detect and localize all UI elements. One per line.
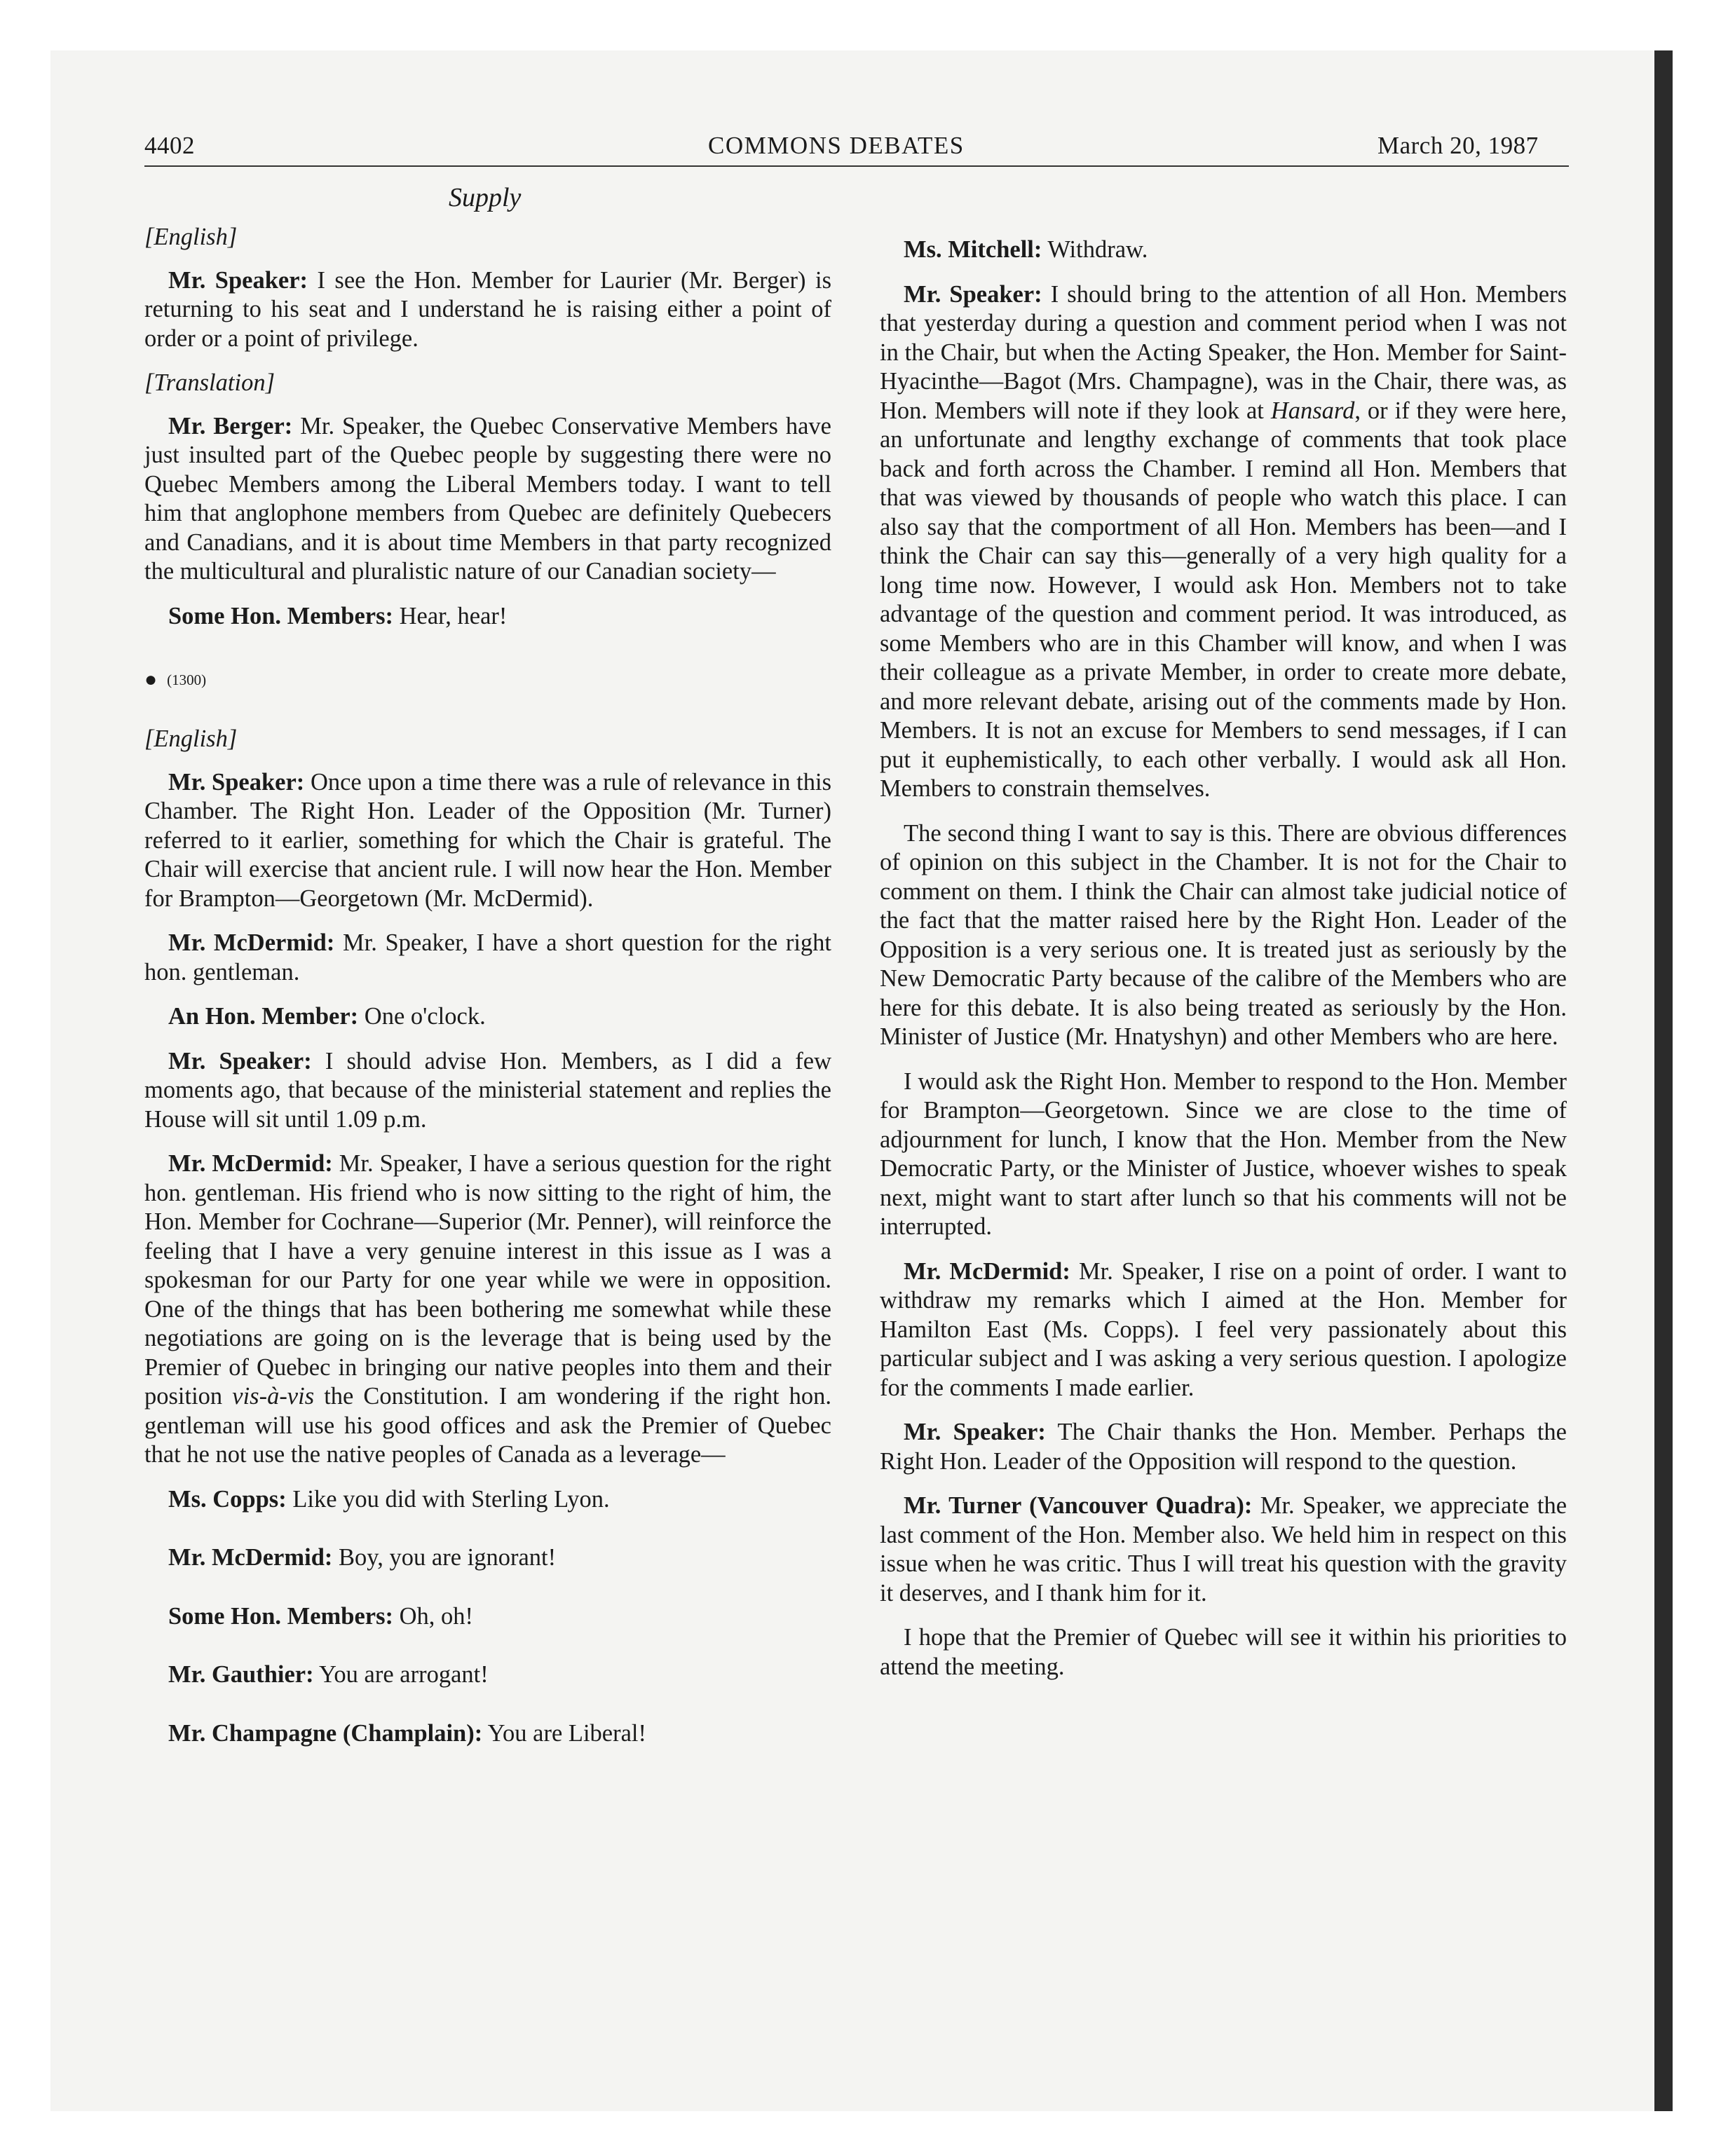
speech-italic: vis-à-vis	[232, 1383, 315, 1410]
speech-text: Withdraw.	[1042, 236, 1148, 263]
time-label: (1300)	[167, 671, 207, 688]
speaker-name: Mr. Gauthier:	[168, 1661, 314, 1688]
speech-paragraph	[144, 768, 831, 914]
section-title: Supply	[449, 183, 522, 212]
speech-italic: Hansard	[1270, 397, 1355, 424]
speaker-name: Mr. Turner (Vancouver Quadra):	[904, 1492, 1253, 1519]
speaker-name: Some Hon. Members:	[168, 1602, 393, 1630]
speech-paragraph	[880, 1418, 1567, 1476]
speech-text: One o'clock.	[358, 1003, 486, 1030]
speaker-name: Mr. McDermid:	[168, 929, 335, 956]
speech-text: the Constitution. I am wondering if the right hon. gentleman will use his good offices and ask the Premier of Quebec that he not use the native peoples of Canada as a leverage—	[144, 1383, 831, 1468]
speech-text: Boy, you are ignorant!	[332, 1544, 557, 1571]
speech-text: You are Liberal!	[482, 1719, 646, 1747]
time-marker	[144, 668, 831, 691]
speaker-name: Mr. McDermid:	[168, 1544, 333, 1571]
speech-text: I see the Hon. Member for Laurier (Mr. Berger) is returning to his seat and I understand he is raising either a point of order or a point of privilege.	[144, 266, 831, 352]
left-column	[144, 223, 831, 1763]
speaker-name: Mr. McDermid:	[904, 1257, 1070, 1285]
speech-text: I should advise Hon. Members, as I did a few moments ago, that because of the ministerial statement and replies the House will sit until 1.09 p.m.	[144, 1047, 831, 1133]
speech-paragraph	[880, 819, 1567, 1052]
speaker-name: Mr. Speaker:	[168, 1047, 312, 1074]
speech-text: The second thing I want to say is this. There are obvious differences of opinion on this subject in the Chamber. It is not for the Chair to comment on them. I think the Chair can almost take judicial notice of the fact that the matter raised here by the Right Hon. Leader of the Opposition is a very serious one. It is treated just as seriously by the New Democratic Party because of the calibre of the Members who are here for this debate. It is also being treated as seriously by the Hon. Minister of Justice (Mr. Hnatyshyn) and other Members who are here.	[880, 819, 1567, 1050]
language-marker: [English]	[144, 725, 238, 752]
speech-text: Hear, hear!	[393, 602, 508, 629]
speaker-name: Mr. McDermid:	[168, 1150, 333, 1177]
speaker-name: Mr. Speaker:	[904, 280, 1042, 308]
speech-paragraph	[144, 1002, 831, 1032]
speech-paragraph	[880, 236, 1567, 265]
speech-paragraph	[880, 1257, 1567, 1403]
speaker-name: Mr. Speaker:	[168, 768, 305, 796]
running-title: COMMONS DEBATES	[708, 132, 965, 159]
speech-text: I should bring to the attention of all Hon. Members that yesterday during a question and comment period when I was not in the Chair, but when the Acting Speaker, the Hon. Member for Saint-Hyacinthe—Bagot (Mrs. Champagne), was in the Chair, there was, as Hon. Members will note if they look at	[880, 280, 1567, 424]
speech-text: Mr. Speaker, I rise on a point of order. I want to withdraw my remarks which I aimed at the Hon. Member for Hamilton East (Ms. Copps). I feel very passionately about this particular subject and I was asking a very serious question. I apologize for the comments I made earlier.	[880, 1257, 1567, 1401]
speech-paragraph	[880, 1067, 1567, 1242]
speech-text: I would ask the Right Hon. Member to respond to the Hon. Member for Brampton—Georgetown. Since we are close to the time of adjournment for lunch, I know that the Hon. Member from the New Democratic Party, or the Minister of Justice, whoever wishes to speak next, might want to start after lunch so that his comments will not be interrupted.	[880, 1067, 1567, 1240]
speaker-name: Mr. Berger:	[168, 412, 293, 439]
speaker-name: Ms. Mitchell:	[904, 236, 1042, 263]
speech-paragraph	[880, 1623, 1567, 1681]
time-bullet-icon: ●	[144, 668, 158, 691]
scan-edge-shadow	[1654, 50, 1673, 2111]
speech-text: Like you did with Sterling Lyon.	[286, 1485, 610, 1513]
speaker-name: Mr. Speaker:	[168, 266, 308, 294]
language-marker: [Translation]	[144, 369, 275, 396]
page-number: 4402	[144, 132, 195, 159]
speech-paragraph	[880, 280, 1567, 804]
speaker-name: Mr. Speaker:	[904, 1419, 1046, 1445]
speech-paragraph	[144, 929, 831, 987]
speech-paragraph	[880, 1492, 1567, 1608]
speech-paragraph	[144, 602, 831, 632]
speech-text: Once upon a time there was a rule of relevance in this Chamber. The Right Hon. Leader of the Opposition (Mr. Turner) referred to it earlier, something for which the Chair is grateful. The Chair will exercise that ancient rule. I will now hear the Hon. Member for Brampton—Georgetown (Mr. McDermid).	[144, 768, 831, 912]
speech-paragraph	[144, 266, 831, 354]
speech-paragraph	[144, 1660, 831, 1690]
speech-text: Oh, oh!	[393, 1602, 474, 1630]
speech-paragraph	[144, 1047, 831, 1135]
speech-paragraph	[144, 1719, 831, 1749]
speaker-name: An Hon. Member:	[168, 1003, 359, 1030]
speech-text: Mr. Speaker, I have a serious question for the right hon. gentleman. His friend who is now sitting to the right of him, the Hon. Member for Cochrane—Superior (Mr. Penner), will reinforce the feeling that I have a very genuine interest in this issue as I was a spokesman for our Party for one year while we were in opposition. One of the things that has been bothering me somewhat while these negotiations are going on is the leverage that is being used by the Premier of Quebec in bringing our native peoples into them and their position	[144, 1150, 832, 1410]
speech-paragraph	[144, 1485, 831, 1515]
right-column	[880, 223, 1567, 1697]
speech-paragraph	[144, 1543, 831, 1573]
speech-text: You are arrogant!	[313, 1661, 489, 1688]
speech-text: Mr. Speaker, the Quebec Conservative Members have just insulted part of the Quebec people by suggesting there were no Quebec Members among the Liberal Members today. I want to tell him that anglophone members from Quebec are definitely Quebecers and Canadians, and it is about time Members in that party recognized the multicultural and pluralistic nature of our Canadian society—	[144, 412, 831, 585]
speech-paragraph	[144, 412, 831, 587]
speech-text: , or if they were here, an unfortunate and lengthy exchange of comments that took place back and forth across the Chamber. I remind all Hon. Members that that was viewed by thousands of people who watch this place. I can also say that the comportment of all Hon. Members has been—and I think the Chair can say this—generally of a very high quality for a long time now. However, I would ask Hon. Members not to take advantage of the question and comment period. It was introduced, as some Members who are in this Chamber will know, and when I was their colleague as a private Member, in order to create more debate, and more relevant debate, arising out of the comments made by Hon. Members. It is not an excuse for Members to send messages, if I can put it euphemistically, to each other verbally. I would ask all Hon. Members to constrain themselves.	[880, 397, 1567, 802]
header-rule	[144, 165, 1569, 167]
page-date: March 20, 1987	[1377, 132, 1539, 159]
speaker-name: Ms. Copps:	[168, 1485, 287, 1513]
speech-text: The Chair thanks the Hon. Member. Perhaps the Right Hon. Leader of the Opposition will respond to the question.	[880, 1419, 1567, 1475]
speech-text: Mr. Speaker, we appreciate the last comment of the Hon. Member also. We held him in respect on this issue when he was critic. Thus I will treat his question with the gravity it deserves, and I thank him for it.	[880, 1492, 1567, 1606]
speech-text: I hope that the Premier of Quebec will see it within his priorities to attend the meeting.	[880, 1624, 1567, 1680]
language-marker: [English]	[144, 224, 238, 250]
speech-paragraph	[144, 1602, 831, 1632]
speech-paragraph	[144, 1149, 831, 1470]
speech-text: Mr. Speaker, I have a short question for the right hon. gentleman.	[144, 929, 831, 985]
speaker-name: Some Hon. Members:	[168, 602, 393, 629]
speaker-name: Mr. Champagne (Champlain):	[168, 1719, 483, 1747]
